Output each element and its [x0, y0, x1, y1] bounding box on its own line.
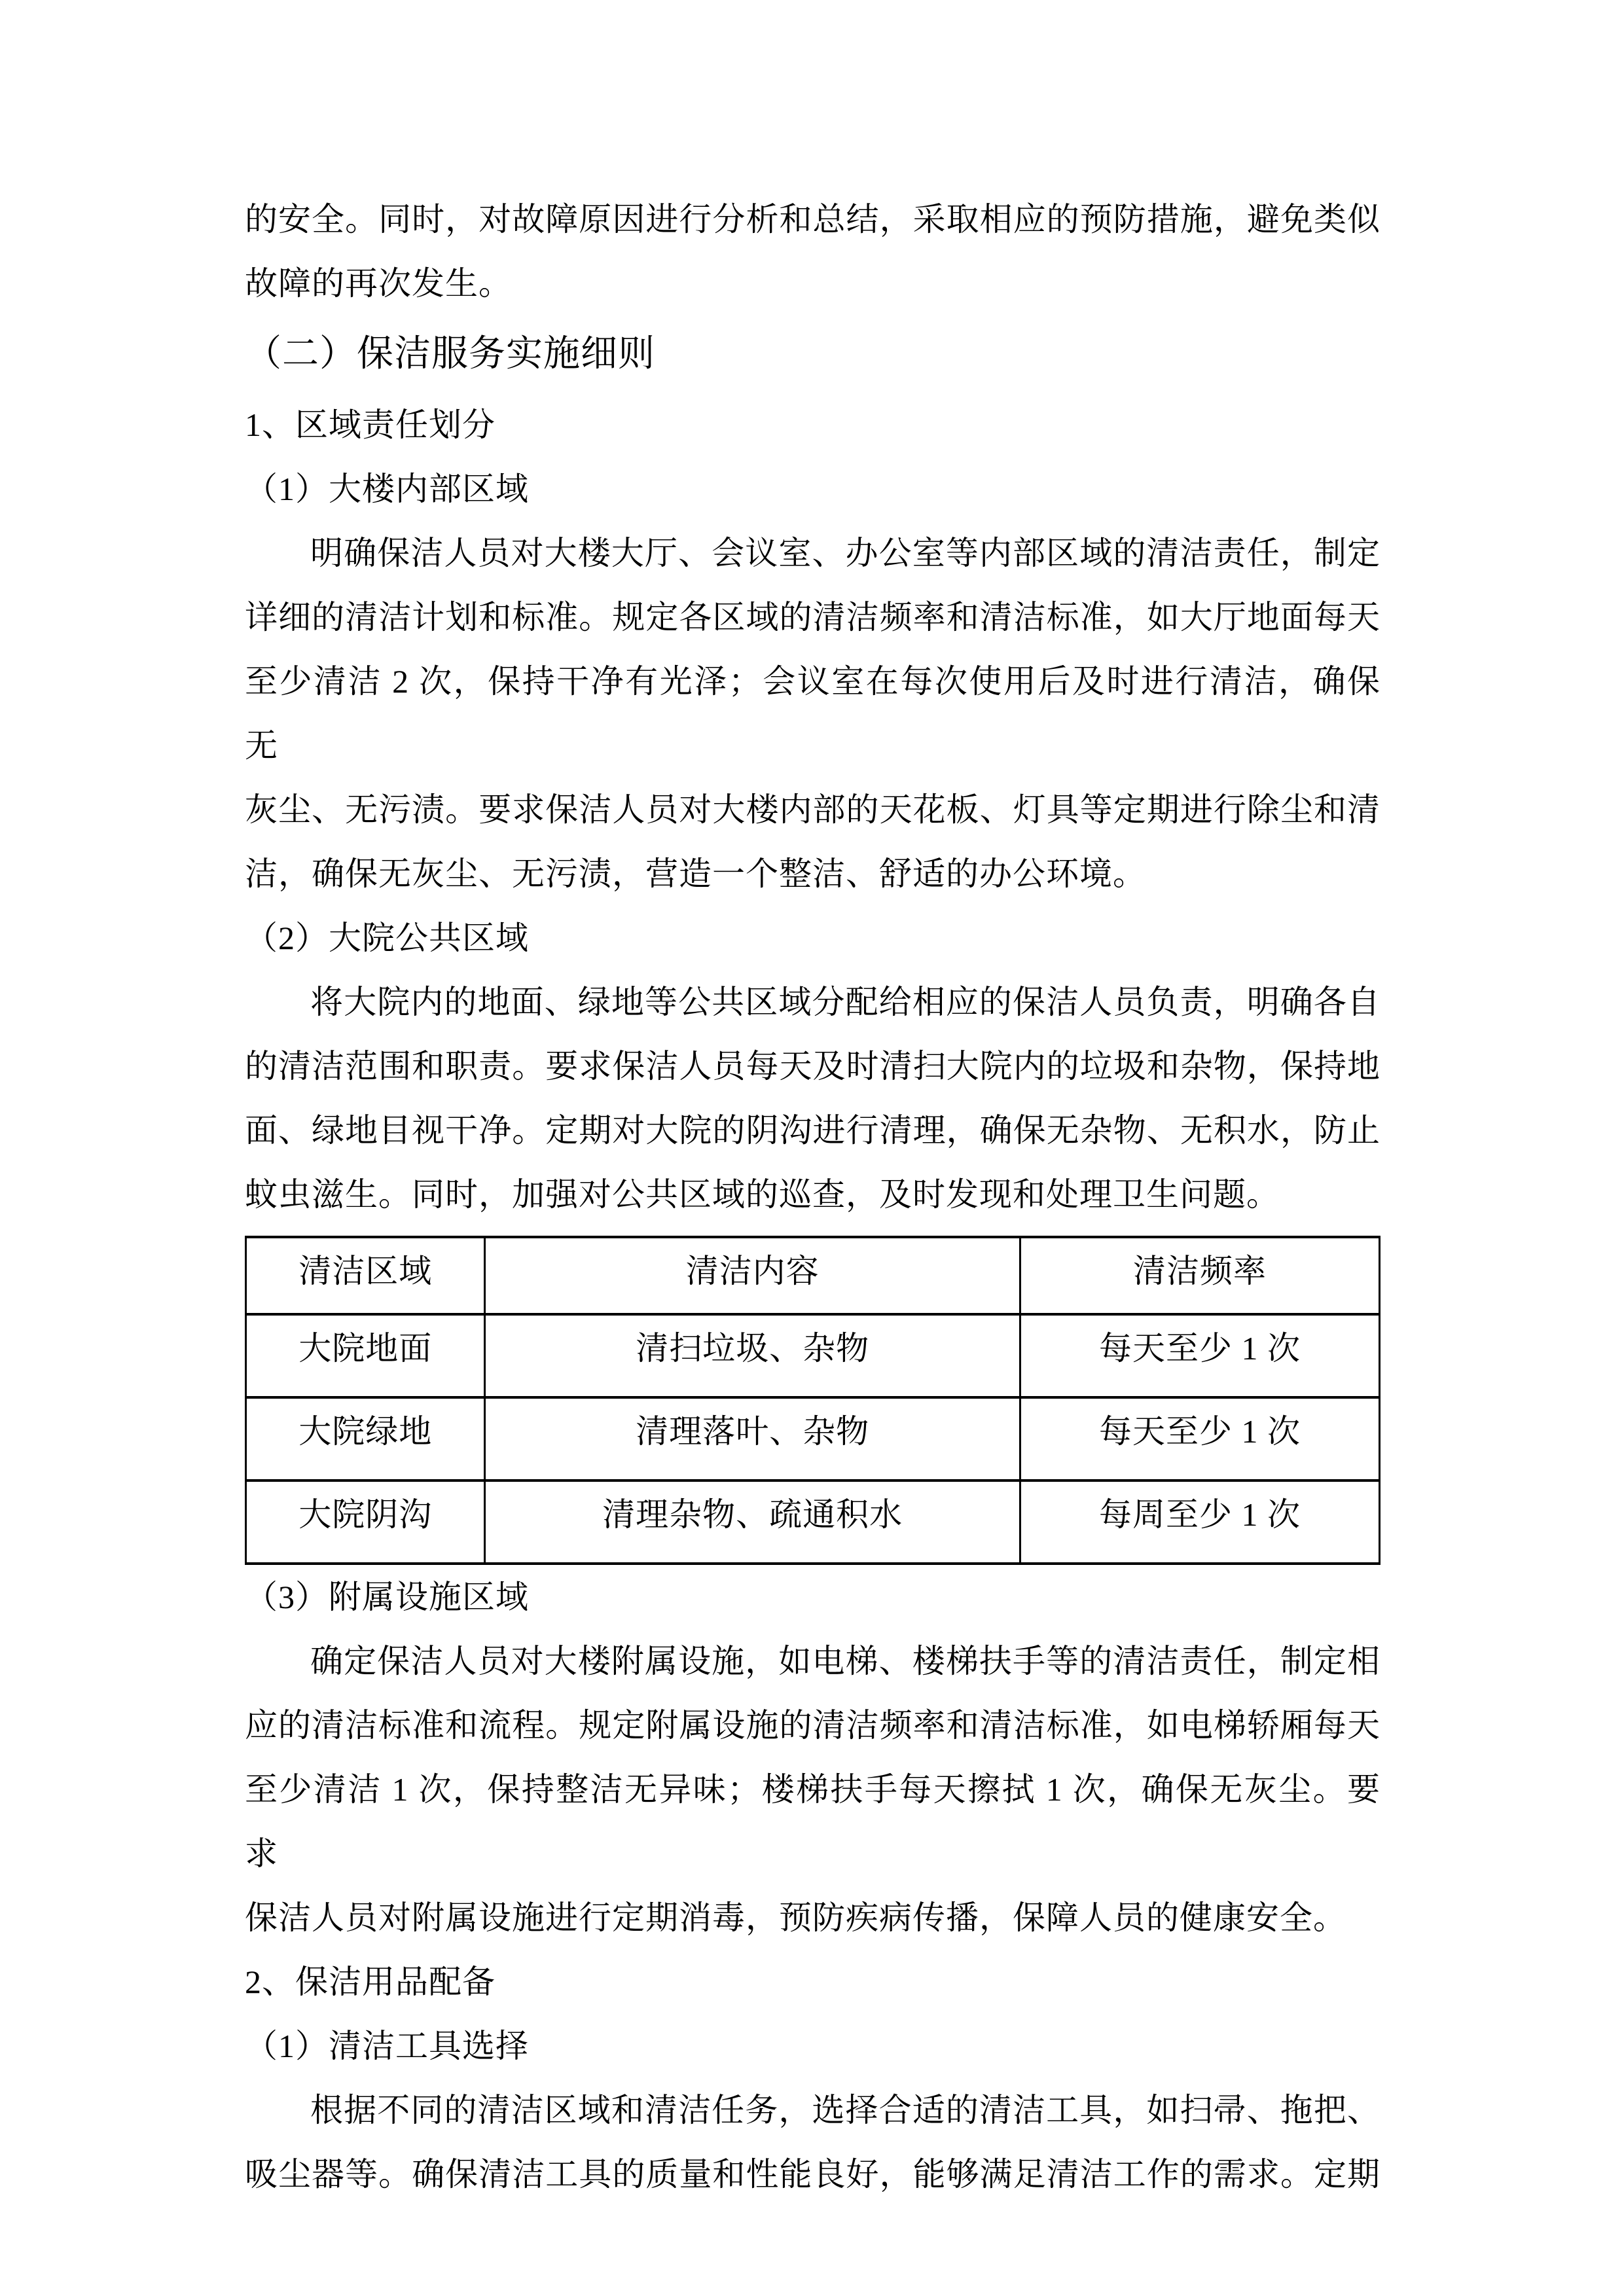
table-cell-region: 大院阴沟 [246, 1480, 485, 1564]
heading-area-division: 1、区域责任划分 [245, 406, 496, 443]
text-line: 的安全。同时，对故障原因进行分析和总结，采取相应的预防措施，避免类似 [245, 201, 1380, 238]
table-header-row [246, 1237, 1380, 1314]
table-cell-frequency: 每天至少 1 次 [1020, 1397, 1379, 1480]
text-line: 保洁人员对附属设施进行定期消毒，预防疾病传播，保障人员的健康安全。 [245, 1899, 1346, 1936]
table-header-region: 清洁区域 [246, 1237, 485, 1314]
text-line: 的清洁范围和职责。要求保洁人员每天及时清扫大院内的垃圾和杂物，保持地 [245, 1048, 1380, 1085]
table-cell-frequency: 每天至少 1 次 [1020, 1314, 1379, 1397]
text-line: 洁，确保无灰尘、无污渍，营造一个整洁、舒适的办公环境。 [245, 855, 1146, 892]
table-row [246, 1397, 1380, 1480]
table-row [246, 1314, 1380, 1397]
text-line: 至少清洁 1 次，保持整洁无异味；楼梯扶手每天擦拭 1 次，确保无灰尘。要求 [245, 1771, 1380, 1872]
paragraph-auxiliary-facilities [245, 1629, 1380, 1950]
paragraph-courtyard-public [245, 970, 1380, 1227]
text-line: 蚊虫滋生。同时，加强对公共区域的巡查，及时发现和处理卫生问题。 [245, 1176, 1280, 1213]
text-line: 详细的清洁计划和标准。规定各区域的清洁频率和清洁标准，如大厅地面每天 [245, 599, 1380, 636]
table-row [246, 1480, 1380, 1564]
section-heading: （二）保洁服务实施细则 [245, 334, 655, 374]
text-line: 确定保洁人员对大楼附属设施，如电梯、楼梯扶手等的清洁责任，制定相 [310, 1643, 1380, 1679]
heading-auxiliary-facilities: （3）附属设施区域 [245, 1579, 529, 1615]
text-line: 明确保洁人员对大楼大厅、会议室、办公室等内部区域的清洁责任，制定 [310, 535, 1380, 571]
cleaning-schedule-table [245, 1236, 1380, 1565]
text-line: 吸尘器等。确保清洁工具的质量和性能良好，能够满足清洁工作的需求。定期 [245, 2156, 1380, 2193]
table-cell-content: 清扫垃圾、杂物 [485, 1314, 1020, 1397]
paragraph-building-interior [245, 521, 1380, 906]
table-header-frequency: 清洁频率 [1020, 1237, 1379, 1314]
text-line: 灰尘、无污渍。要求保洁人员对大楼内部的天花板、灯具等定期进行除尘和清 [245, 791, 1380, 828]
table-cell-content: 清理落叶、杂物 [485, 1397, 1020, 1480]
paragraph-tool-selection [245, 2078, 1380, 2206]
table-cell-content: 清理杂物、疏通积水 [485, 1480, 1020, 1564]
text-line: 将大院内的地面、绿地等公共区域分配给相应的保洁人员负责，明确各自 [310, 984, 1380, 1020]
table-cell-frequency: 每周至少 1 次 [1020, 1480, 1379, 1564]
text-line: 根据不同的清洁区域和清洁任务，选择合适的清洁工具，如扫帚、拖把、 [310, 2092, 1380, 2128]
text-line: 应的清洁标准和流程。规定附属设施的清洁频率和清洁标准，如电梯轿厢每天 [245, 1707, 1380, 1744]
table-header-content: 清洁内容 [485, 1237, 1020, 1314]
heading-tool-selection: （1）清洁工具选择 [245, 2028, 529, 2064]
heading-supplies: 2、保洁用品配备 [245, 1964, 496, 2000]
table-cell-region: 大院地面 [246, 1314, 485, 1397]
heading-courtyard-public: （2）大院公共区域 [245, 920, 529, 956]
intro-paragraph [245, 187, 1380, 315]
text-line: 故障的再次发生。 [245, 265, 512, 302]
table-cell-region: 大院绿地 [246, 1397, 485, 1480]
text-line: 至少清洁 2 次，保持干净有光泽；会议室在每次使用后及时进行清洁，确保无 [245, 663, 1380, 764]
text-line: 面、绿地目视干净。定期对大院的阴沟进行清理，确保无杂物、无积水，防止 [245, 1112, 1380, 1149]
heading-building-interior: （1）大楼内部区域 [245, 471, 529, 507]
